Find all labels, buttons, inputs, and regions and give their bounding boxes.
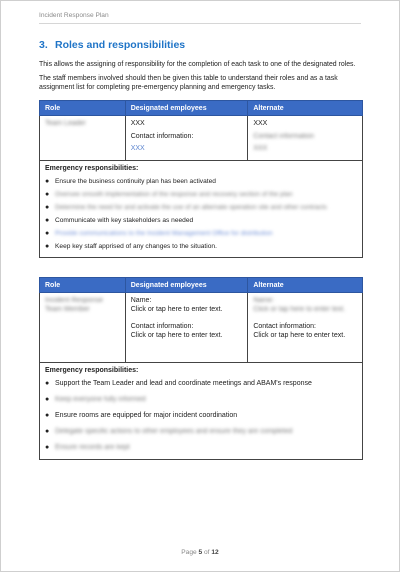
list-item (45, 177, 357, 186)
responsibilities-title: Emergency responsibilities: (45, 367, 139, 374)
role-cell (40, 293, 126, 363)
table-row (40, 293, 363, 363)
alternate-cell (248, 293, 363, 363)
alternate-cell (248, 116, 363, 161)
list-item-text: Support the Team Leader and lead and coordinate meetings and ABAM's response (55, 380, 312, 387)
name-label: Name: (130, 297, 152, 304)
bullet-icon: ● (45, 191, 50, 198)
list-item (45, 229, 357, 238)
list-item-text: Determine the need for and activate the use of an alternate operation site and other contracts (55, 204, 327, 211)
list-item-text: Ensure records are kept (55, 444, 130, 451)
column-header-role: Role (40, 101, 126, 116)
list-item-text: Communicate with key stakeholders as needed (55, 217, 194, 224)
role-cell (40, 116, 126, 161)
table-header-row (40, 278, 363, 293)
responsibilities-title: Emergency responsibilities: (45, 165, 139, 172)
bullet-icon: ● (45, 380, 50, 387)
responsibilities-cell (40, 161, 363, 258)
page-prefix: Page (181, 549, 199, 556)
list-item (45, 242, 357, 251)
designated-cell (125, 293, 248, 363)
roles-table-team-leader (39, 100, 363, 258)
contact-label: Contact information: (130, 323, 194, 330)
alternate-contact-field[interactable]: Click or tap here to enter text. (253, 332, 346, 339)
list-item-text: Delegate specific actions to other employees and ensure they are completed (55, 428, 293, 435)
responsibilities-list (45, 177, 357, 251)
roles-table-team-member (39, 277, 363, 460)
section-number: 3. (39, 39, 48, 51)
responsibilities-cell (40, 363, 363, 460)
contact-value[interactable]: XXX (130, 145, 145, 152)
document-header: Incident Response Plan (39, 12, 109, 19)
responsibilities-list (45, 379, 357, 453)
header-divider (39, 23, 361, 24)
role-name: Incident Response Team Member (45, 297, 103, 313)
list-item (45, 203, 357, 212)
list-item (45, 379, 357, 389)
list-item (45, 427, 357, 437)
list-item-text: Ensure the business continuity plan has been activated (55, 178, 216, 185)
list-item-text: Ensure rooms are equipped for major incident coordination (55, 412, 238, 419)
table-header-row (40, 101, 363, 116)
bullet-icon: ● (45, 243, 50, 250)
bullet-icon: ● (45, 217, 50, 224)
bullet-icon: ● (45, 428, 50, 435)
designated-cell (125, 116, 248, 161)
bullet-icon: ● (45, 230, 50, 237)
name-field[interactable]: Click or tap here to enter text. (130, 306, 223, 313)
list-item (45, 411, 357, 421)
column-header-designated-employees: Designated employees (125, 278, 248, 293)
column-header-designated-employees: Designated employees (125, 101, 248, 116)
section-title: Roles and responsibilities (55, 39, 186, 51)
page-of: of (202, 549, 212, 556)
table-row (40, 116, 363, 161)
role-name: Team Leader (45, 120, 86, 127)
list-item-text: Provide communications to the Incident Management Office for distribution (55, 230, 273, 237)
list-item (45, 216, 357, 225)
list-item (45, 190, 357, 199)
alternate-contact-label: Contact information (253, 133, 315, 140)
bullet-icon: ● (45, 178, 50, 185)
alternate-name-field[interactable]: Click or tap here to enter text. (253, 306, 346, 313)
column-header-role: Role (40, 278, 126, 293)
alternate-name-label: Name: (253, 297, 274, 304)
alternate-name[interactable]: XXX (253, 120, 268, 127)
employee-name[interactable]: XXX (130, 120, 145, 127)
page-total: 12 (211, 549, 219, 556)
contact-label: Contact information: (130, 133, 194, 140)
column-header-alternate: Alternate (248, 101, 363, 116)
bullet-icon: ● (45, 412, 50, 419)
list-item-text: Keep everyone fully informed (55, 396, 146, 403)
bullet-icon: ● (45, 396, 50, 403)
responsibilities-row (40, 161, 363, 258)
contact-field[interactable]: Click or tap here to enter text. (130, 332, 223, 339)
list-item (45, 443, 357, 453)
column-header-alternate: Alternate (248, 278, 363, 293)
bullet-icon: ● (45, 444, 50, 451)
list-item-text: Oversee smooth implementation of the response and recovery section of the plan (55, 191, 293, 198)
page-footer (1, 549, 399, 556)
list-item-text: Keep key staff apprised of any changes to the situation. (55, 243, 217, 250)
list-item (45, 395, 357, 405)
bullet-icon: ● (45, 204, 50, 211)
instructions-paragraph: The staff members involved should then be given this table to understand their roles and as a task assignment list for completing pre-emergency planning and emergency tasks. (39, 75, 338, 92)
section-heading (39, 39, 185, 51)
alternate-contact-label: Contact information: (253, 323, 316, 330)
responsibilities-row (40, 363, 363, 460)
alternate-contact-value[interactable]: XXX (253, 145, 268, 152)
intro-paragraph: This allows the assigning of responsibility for the completion of each task to one of the designated roles. (39, 61, 356, 68)
page-current: 5 (198, 549, 203, 556)
